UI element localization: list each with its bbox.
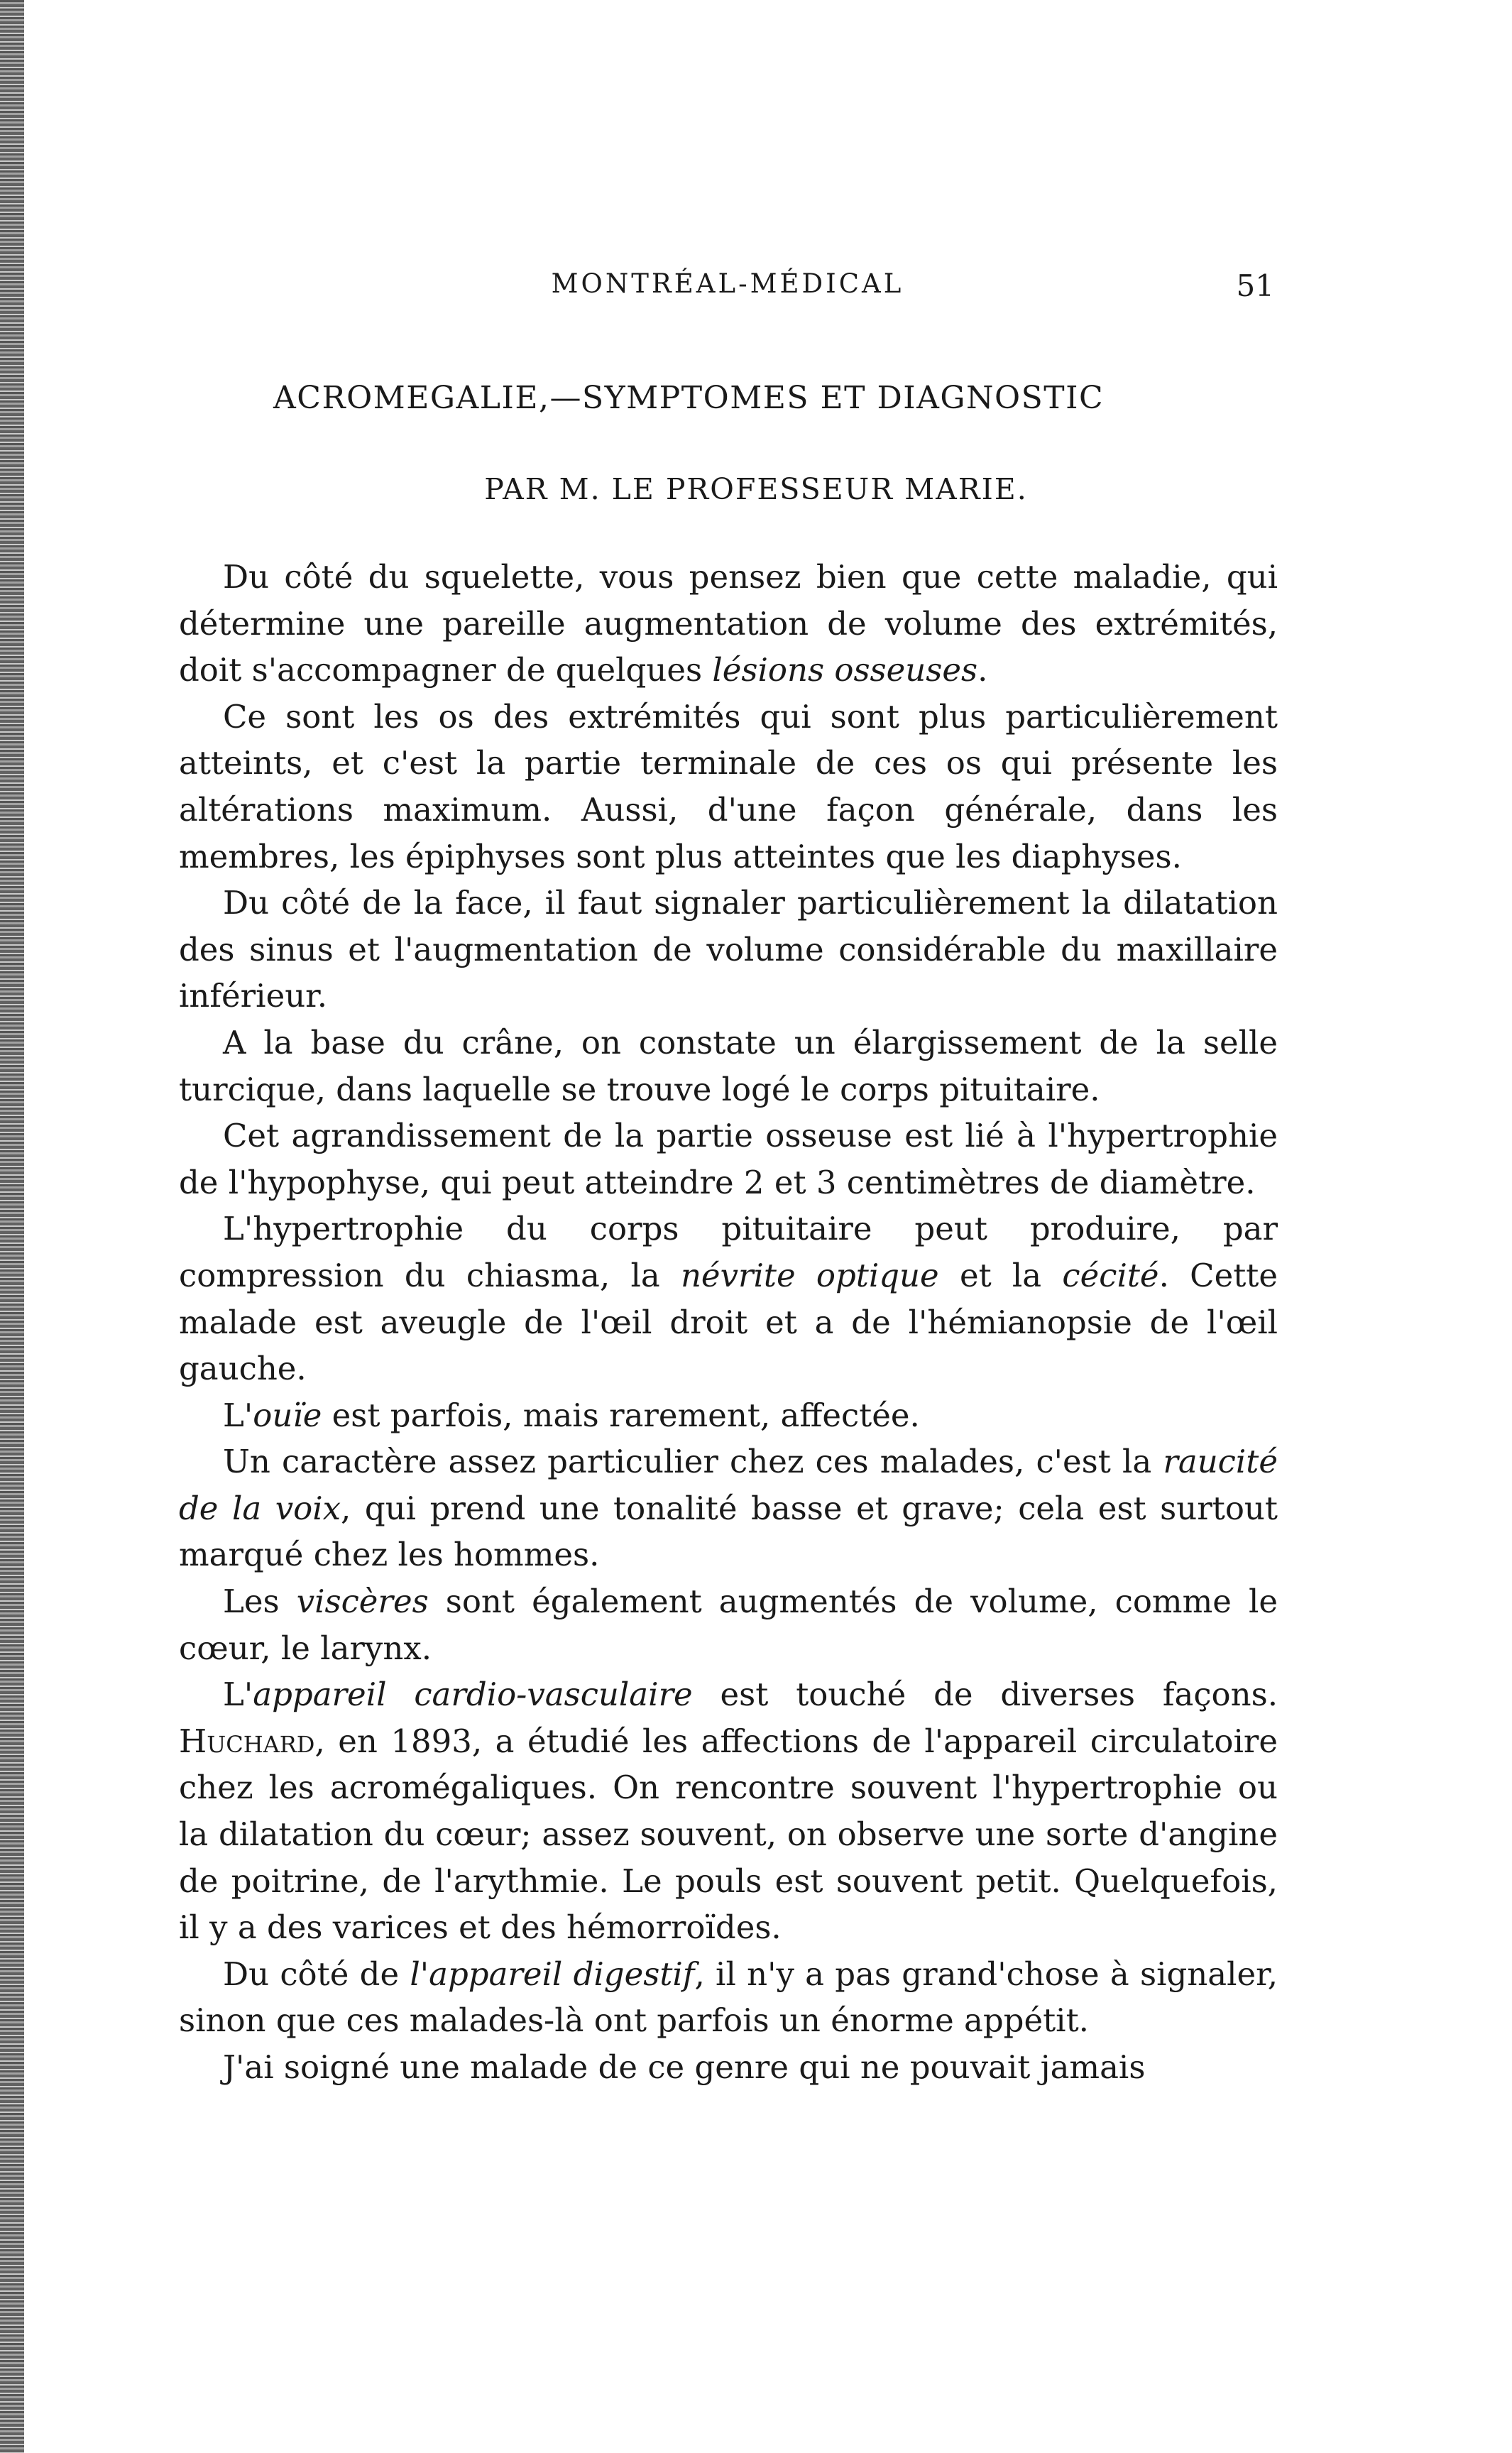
article-byline: PAR M. LE PROFESSEUR MARIE. xyxy=(484,472,1028,506)
paragraph-visceres: Les viscères sont également augmentés de volume, comme le cœur, le larynx. xyxy=(179,1583,1278,1667)
paragraph-ouie: L'ouïe est parfois, mais rarement, affectée. xyxy=(223,1396,920,1434)
paragraph-digestif: Du côté de l'appareil digestif, il n'y a pas grand'chose à signaler, sinon que ces malades-là ont parfois un énorme appétit. xyxy=(179,1955,1278,2040)
article-body xyxy=(179,554,1278,2091)
paragraph-corps-pituitaire: L'hypertrophie du corps pituitaire peut produire, par compression du chiasma, la névrite optique et la cécité. Cette malade est aveugle de l'œil droit et a de l'hémianopsie de l'œil gauche. xyxy=(179,1210,1278,1388)
paragraph-crane: A la base du crâne, on constate un élargissement de la selle turcique, dans laquelle se trouve logé le corps pituitaire. xyxy=(179,1023,1278,1108)
running-header xyxy=(181,268,1274,311)
running-title: MONTRÉAL-MÉDICAL xyxy=(551,268,904,299)
paragraph-squelette: Du côté du squelette, vous pensez bien que cette maladie, qui détermine une pareille augmentation de volume des extrémités, doit s'accompagner de quelques lésions osseuses. xyxy=(179,558,1278,689)
paragraph-extremites: Ce sont les os des extrémités qui sont plus particulièrement atteints, et c'est la partie terminale de ces os qui présente les altérations maximum. Aussi, d'une façon générale, dans les membres, les épiphyses sont plus atteintes que les diaphyses. xyxy=(179,697,1278,875)
page-number: 51 xyxy=(1236,268,1274,303)
paragraph-face: Du côté de la face, il faut signaler particulièrement la dilatation des sinus et l'augmentation de volume considérable du maxillaire inférieur. xyxy=(179,884,1278,1015)
paragraph-voix: Un caractère assez particulier chez ces malades, c'est la raucité de la voix, qui prend une tonalité basse et grave; cela est surtout marqué chez les hommes. xyxy=(179,1443,1278,1574)
paragraph-malade: J'ai soigné une malade de ce genre qui ne pouvait jamais xyxy=(223,2048,1146,2086)
article-title: ACROMEGALIE,—SYMPTOMES ET DIAGNOSTIC xyxy=(273,380,1105,416)
paragraph-hypophyse: Cet agrandissement de la partie osseuse est lié à l'hypertrophie de l'hypophyse, qui peut atteindre 2 et 3 centimètres de diamètre. xyxy=(179,1117,1278,1201)
paragraph-cardio-vasculaire: L'appareil cardio-vasculaire est touché de diverses façons. Huchard, en 1893, a étudié les affections de l'appareil circulatoire chez les acromégaliques. On rencontre souvent l'hypertrophie ou la dilatation du cœur; assez souvent, on observe une sorte d'angine de poitrine, de l'arythmie. Le pouls est souvent petit. Quelquefois, il y a des varices et des hémorroïdes. xyxy=(179,1676,1278,1947)
